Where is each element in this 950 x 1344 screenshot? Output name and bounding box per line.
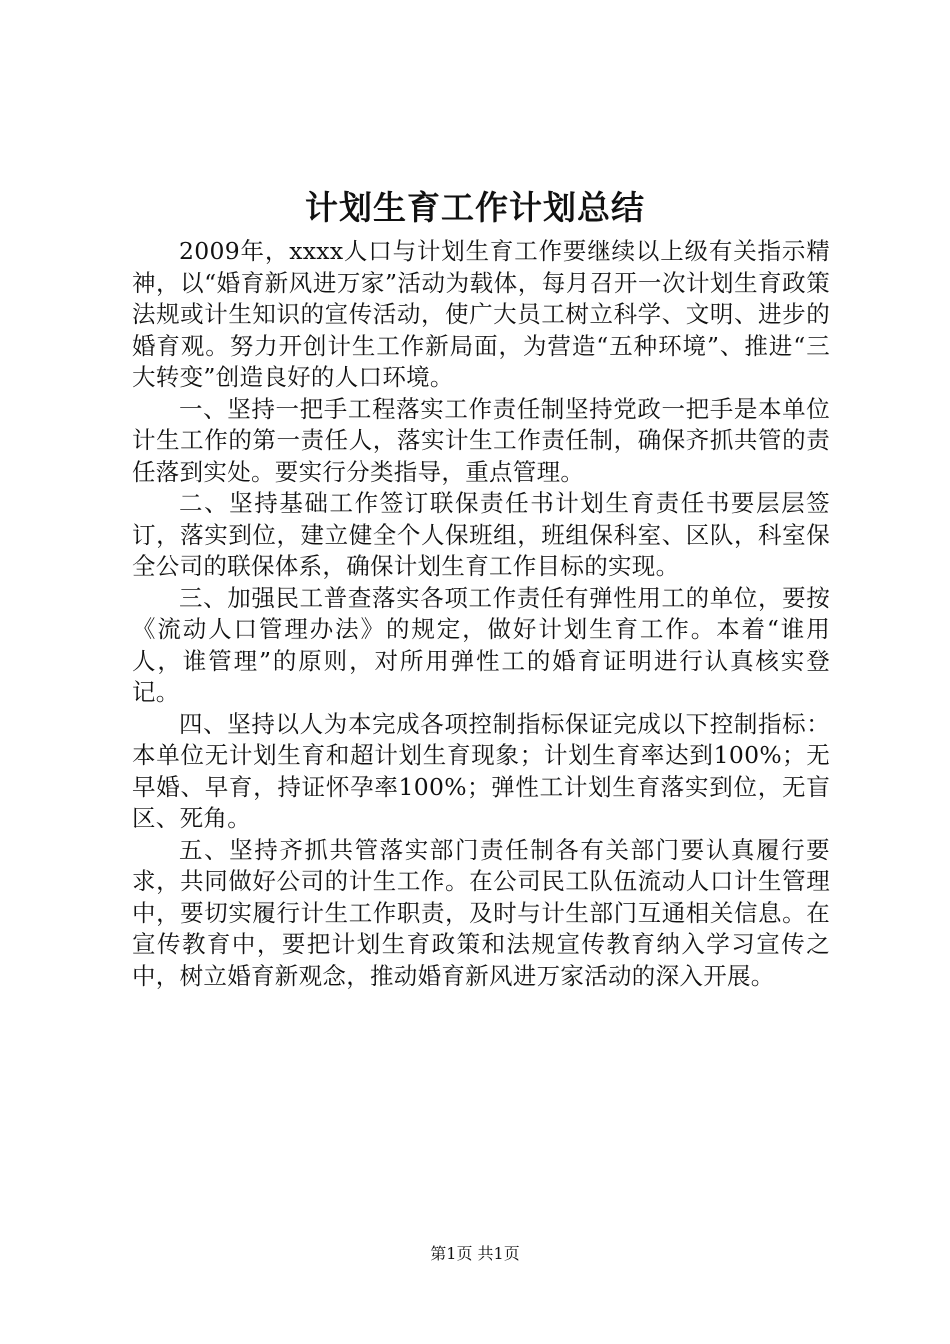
page-number-footer: 第1页 共1页 xyxy=(430,1244,520,1263)
paragraph-section-1: 一、坚持一把手工程落实工作责任制坚持党政一把手是本单位计生工作的第一责任人，落实计生工作责任制，确保齐抓共管的责任落到实处。要实行分类指导，重点管理。 xyxy=(132,394,830,486)
paragraph-section-4: 四、坚持以人为本完成各项控制指标保证完成以下控制指标：本单位无计划生育和超计划生育现象；计划生育率达到100%；无早婚、早育，持证怀孕率100%；弹性工计划生育落实到位，无盲区、死角。 xyxy=(132,709,830,832)
paragraph-intro: 2009年，xxxx人口与计划生育工作要继续以上级有关指示精神，以“婚育新风进万家”活动为载体，每月召开一次计划生育政策法规或计生知识的宣传活动，使广大员工树立科学、文明、进步的婚育观。努力开创计生工作新局面，为营造“五种环境”、推进“三大转变”创造良好的人口环境。 xyxy=(132,237,830,391)
paragraph-section-5: 五、坚持齐抓共管落实部门责任制各有关部门要认真履行要求，共同做好公司的计生工作。在公司民工队伍流动人口计生管理中，要切实履行计生工作职责，及时与计生部门互通相关信息。在宣传教育中，要把计划生育政策和法规宣传教育纳入学习宣传之中，树立婚育新观念，推动婚育新风进万家活动的深入开展。 xyxy=(132,835,830,990)
paragraph-section-2: 二、坚持基础工作签订联保责任书计划生育责任书要层层签订，落实到位，建立健全个人保班组，班组保科室、区队，科室保全公司的联保体系，确保计划生育工作目标的实现。 xyxy=(132,489,830,580)
document-body xyxy=(132,236,830,992)
document-title: 计划生育工作计划总结 xyxy=(305,188,645,227)
paragraph-section-3: 三、加强民工普查落实各项工作责任有弹性用工的单位，要按《流动人口管理办法》的规定，做好计划生育工作。本着“谁用人，谁管理”的原则，对所用弹性工的婚育证明进行认真核实登记。 xyxy=(132,583,830,706)
